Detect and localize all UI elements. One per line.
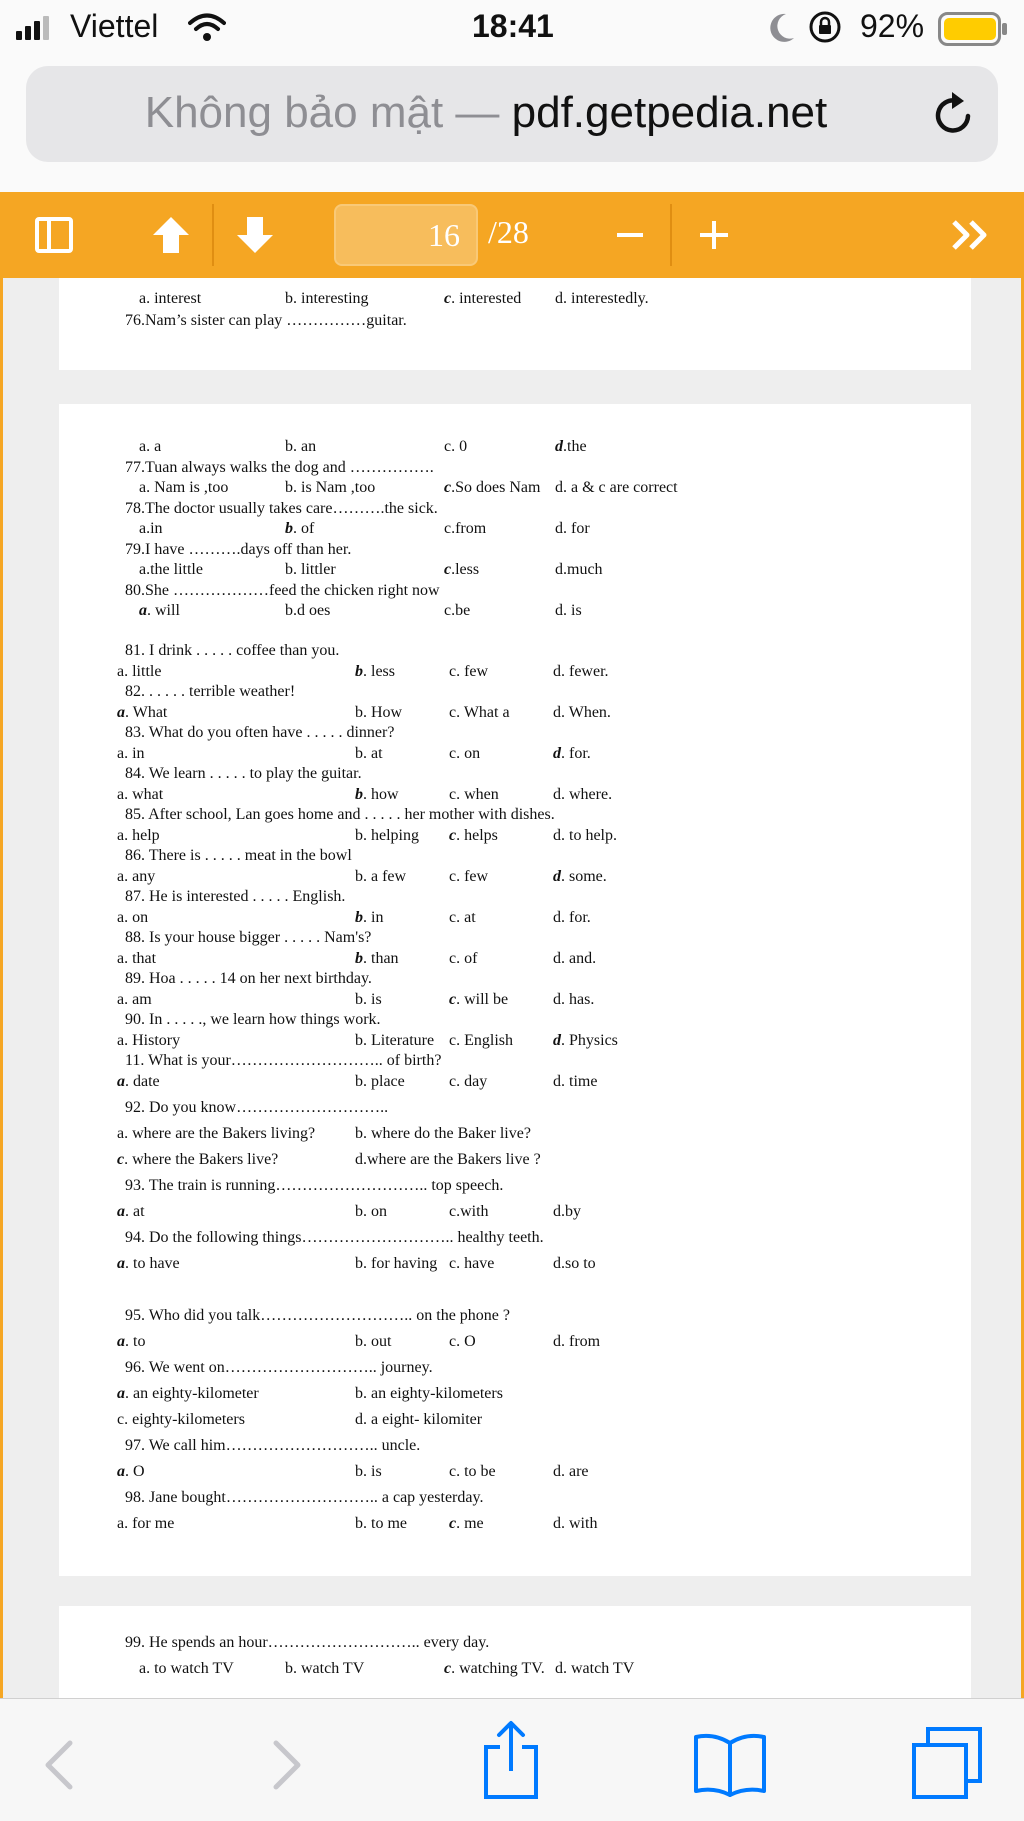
question-line: [59, 1052, 971, 1074]
forward-icon[interactable]: [270, 1739, 304, 1791]
browser-bottom-bar: [0, 1698, 1024, 1821]
previous-page-button[interactable]: [142, 192, 200, 278]
pdf-document-area[interactable]: [0, 278, 1024, 1698]
answer-options: [59, 520, 971, 542]
question-text: 79.I have ……….days off than her.: [125, 540, 352, 558]
question-line: [59, 683, 971, 705]
answer-options: [59, 950, 971, 972]
answer-option: c. where the Bakers live?: [117, 1150, 279, 1168]
answer-option: d. for.: [553, 744, 591, 762]
answer-option: c. on: [449, 744, 481, 762]
question-line: [59, 1099, 971, 1121]
answer-options: [59, 1073, 971, 1095]
question-text: 81. I drink . . . . . coffee than you.: [125, 642, 340, 659]
question-line: [59, 1437, 971, 1459]
answer-option: c. few: [449, 662, 489, 680]
question-text: 80.She ………………feed the chicken right now: [125, 581, 440, 599]
question-text: 92. Do you know………………………..: [125, 1098, 389, 1116]
question-text: 83. What do you often have . . . . . dinner?: [125, 724, 395, 741]
answer-option: c. to be: [449, 1462, 496, 1480]
answer-options: [59, 1515, 971, 1537]
answer-option: b. on: [355, 1202, 387, 1220]
answer-option: d.much: [555, 561, 603, 578]
question-text: 78.The doctor usually takes care……….the sick.: [125, 499, 438, 517]
next-page-button[interactable]: [226, 192, 284, 278]
question-text: 93. The train is running……………………….. top speech.: [125, 1176, 504, 1194]
double-chevron-right-icon: [950, 218, 992, 252]
answer-option: a. O: [117, 1462, 145, 1480]
answer-options: [59, 1203, 971, 1225]
question-line: [59, 847, 971, 869]
answer-option: c. O: [449, 1332, 476, 1350]
answer-option: c. day: [449, 1072, 488, 1090]
answer-option: c. What a: [449, 703, 510, 721]
answer-option: b. in: [355, 908, 384, 926]
answer-option: b. for having: [355, 1254, 438, 1272]
answer-option: a. for me: [117, 1514, 175, 1532]
answer-option: a. what: [117, 785, 164, 803]
url-bar[interactable]: [26, 66, 998, 162]
question-line: [59, 970, 971, 992]
plus-icon: [698, 219, 730, 251]
zoom-in-button[interactable]: [694, 192, 734, 278]
answer-option: c.from: [444, 520, 487, 537]
answer-option: b. watch TV: [285, 1660, 365, 1677]
question-line: [59, 724, 971, 746]
question-text: 95. Who did you talk……………………….. on the phone ?: [125, 1306, 510, 1324]
answer-option: c. few: [449, 867, 489, 885]
question-line: [59, 888, 971, 910]
answer-option: d.the: [555, 438, 587, 455]
signal-icon: [16, 16, 52, 40]
question-line: [59, 806, 971, 828]
question-text: 89. Hoa . . . . . 14 on her next birthday.: [125, 970, 372, 987]
answer-option: a. to watch TV: [139, 1660, 234, 1677]
question-line: [59, 765, 971, 787]
bookmarks-icon[interactable]: [692, 1733, 768, 1797]
question-text: 99. He spends an hour……………………….. every day.: [125, 1634, 490, 1651]
question-line: [59, 500, 971, 522]
question-text: 98. Jane bought……………………….. a cap yesterday.: [125, 1488, 484, 1506]
question-text: 82. . . . . . terrible weather!: [125, 683, 296, 700]
answer-option: b. Literature: [355, 1031, 435, 1049]
page-number-input[interactable]: [336, 206, 476, 264]
answer-option: c. English: [449, 1031, 513, 1049]
answer-option: b. out: [355, 1332, 392, 1350]
answer-option: d. to help.: [553, 826, 617, 844]
answer-options: [59, 909, 971, 931]
answer-options: [59, 827, 971, 849]
answer-option: b. is: [355, 1462, 382, 1480]
clock: 18:41: [472, 8, 554, 44]
question-text: 96. We went on……………………….. journey.: [125, 1358, 433, 1376]
answer-option: a. on: [117, 908, 149, 926]
question-line: [59, 1359, 971, 1381]
reload-icon[interactable]: [930, 90, 978, 140]
question-text: 94. Do the following things……………………….. healthy teeth.: [125, 1228, 544, 1246]
answer-options: [59, 1660, 971, 1682]
zoom-out-button[interactable]: [610, 192, 650, 278]
answer-option: b. How: [355, 703, 403, 721]
minus-icon: [615, 220, 645, 250]
answer-options: [59, 1333, 971, 1355]
answer-option: d. for: [555, 520, 590, 537]
battery-icon: [938, 12, 1008, 46]
carrier-name: Viettel: [70, 8, 159, 44]
question-text: 76.Nam’s sister can play ……………guitar.: [125, 312, 407, 329]
answer-options: [59, 786, 971, 808]
answer-option: d.by: [553, 1202, 581, 1220]
answer-option: b.d oes: [285, 602, 331, 619]
answer-options: [59, 663, 971, 685]
pdf-page: [59, 1606, 971, 1698]
answer-option: d. Physics: [553, 1031, 618, 1049]
question-line: [59, 1634, 971, 1656]
question-line: [59, 1177, 971, 1199]
answer-option: c. when: [449, 785, 499, 803]
question-text: 88. Is your house bigger . . . . . Nam's?: [125, 929, 372, 946]
back-icon[interactable]: [42, 1739, 76, 1791]
answer-option: c. me: [449, 1514, 484, 1532]
answer-option: a. interest: [139, 290, 202, 307]
answer-option: d. When.: [553, 703, 611, 721]
page-number-box[interactable]: [334, 204, 478, 266]
question-line: [59, 459, 971, 481]
answer-option: c. have: [449, 1254, 495, 1272]
question-text: 77.Tuan always walks the dog and …………….: [125, 458, 434, 476]
answer-option: a. am: [117, 990, 152, 1008]
answer-option: d. fewer.: [553, 662, 609, 680]
question-text: 85. After school, Lan goes home and . . . . . her mother with dishes.: [125, 806, 555, 823]
url-host: pdf.getpedia.net: [511, 88, 828, 137]
answer-option: a. to have: [117, 1254, 180, 1272]
answer-options: [59, 438, 971, 460]
answer-option: c. of: [449, 949, 478, 967]
answer-option: b. helping: [355, 826, 419, 844]
sidebar-icon: [35, 216, 73, 254]
answer-option: d. for.: [553, 908, 591, 926]
page-total: /28: [488, 214, 529, 250]
question-text: 97. We call him……………………….. uncle.: [125, 1436, 421, 1454]
answer-options: [59, 561, 971, 583]
answer-option: a. to: [117, 1332, 146, 1350]
answer-option: a. an eighty-kilometer: [117, 1384, 259, 1402]
pdf-page: [59, 404, 971, 1576]
answer-option: d. watch TV: [555, 1660, 635, 1677]
pdf-toolbar: [0, 192, 1024, 278]
answer-option: b. of: [285, 520, 315, 537]
answer-option: a. What: [117, 703, 168, 721]
share-icon[interactable]: [480, 1719, 542, 1801]
question-text: 86. There is . . . . . meat in the bowl: [125, 847, 352, 864]
answer-option: a. help: [117, 826, 160, 844]
answer-option: b. to me: [355, 1514, 407, 1532]
question-line: [59, 1489, 971, 1511]
answer-option: a. History: [117, 1031, 181, 1049]
toolbar-separator: [212, 204, 214, 266]
answer-option: d. some.: [553, 867, 607, 885]
answer-options: [59, 1385, 971, 1407]
wifi-icon: [188, 12, 226, 42]
answer-option: c.with: [449, 1202, 489, 1220]
answer-option: b. an eighty-kilometers: [355, 1384, 503, 1402]
answer-options: [59, 1125, 971, 1147]
answer-options: [59, 745, 971, 767]
question-text: 90. In . . . . ., we learn how things work.: [125, 1011, 381, 1028]
answer-option: a. in: [117, 744, 145, 762]
answer-option: a. that: [117, 949, 157, 967]
answer-option: a. date: [117, 1072, 160, 1090]
answer-options: [59, 1411, 971, 1433]
answer-options: [59, 1463, 971, 1485]
rotation-lock-icon: [808, 10, 842, 44]
answer-options: [59, 991, 971, 1013]
question-text: 84. We learn . . . . . to play the guitar.: [125, 765, 362, 782]
answer-option: c. will be: [449, 990, 509, 1008]
question-line: [59, 929, 971, 951]
answer-option: a. at: [117, 1202, 145, 1220]
answer-option: c.So does Nam: [444, 479, 541, 496]
answer-option: b. a few: [355, 867, 407, 885]
answer-option: b. than: [355, 949, 399, 967]
answer-option: c. watching TV.: [444, 1660, 545, 1677]
more-tools-button[interactable]: [946, 192, 996, 278]
answer-option: c. 0: [444, 438, 468, 455]
answer-option: c. interested: [444, 290, 522, 307]
answer-option: d.so to: [553, 1254, 596, 1272]
answer-option: d. and.: [553, 949, 597, 967]
answer-option: b. how: [355, 785, 399, 803]
question-line: [59, 1011, 971, 1033]
answer-options: [59, 1255, 971, 1277]
sidebar-toggle-button[interactable]: [22, 192, 86, 278]
question-line: [59, 312, 971, 334]
answer-option: c. eighty-kilometers: [117, 1410, 245, 1428]
answer-option: d. with: [553, 1514, 598, 1532]
answer-option: a. a: [139, 438, 162, 455]
answer-option: b. place: [355, 1072, 405, 1090]
pdf-page: [59, 278, 971, 370]
moon-icon: [766, 12, 796, 44]
answer-option: d. from: [553, 1332, 601, 1350]
answer-option: a. where are the Bakers living?: [117, 1124, 316, 1142]
answer-options: [59, 1032, 971, 1054]
answer-option: d.where are the Bakers live ?: [355, 1150, 541, 1168]
tabs-icon[interactable]: [910, 1725, 986, 1801]
answer-option: a. Nam is ,too: [139, 479, 229, 496]
arrow-up-icon: [149, 213, 193, 257]
answer-options: [59, 479, 971, 501]
answer-option: a.the little: [139, 561, 203, 578]
answer-options: [59, 704, 971, 726]
answer-option: a. any: [117, 867, 156, 885]
answer-options: [59, 602, 971, 624]
answer-option: c. at: [449, 908, 476, 926]
status-bar: [0, 0, 1024, 56]
answer-option: d. time: [553, 1072, 598, 1090]
answer-option: d. interestedly.: [555, 290, 649, 307]
toolbar-separator: [670, 204, 672, 266]
answer-option: d. a & c are correct: [555, 479, 678, 496]
answer-option: b. interesting: [285, 290, 369, 307]
answer-option: b. where do the Baker live?: [355, 1124, 531, 1142]
answer-option: b. is Nam ,too: [285, 479, 376, 496]
answer-option: d. a eight- kilomiter: [355, 1410, 483, 1428]
answer-option: a. little: [117, 662, 162, 680]
security-label: Không bảo mật —: [144, 88, 500, 137]
battery-percent: 92%: [860, 8, 925, 44]
question-text: 87. He is interested . . . . . English.: [125, 888, 346, 905]
answer-option: c.be: [444, 602, 471, 619]
answer-option: b. littler: [285, 561, 336, 578]
answer-option: d. has.: [553, 990, 595, 1008]
question-line: [59, 1307, 971, 1329]
question-line: [59, 642, 971, 664]
answer-option: b. is: [355, 990, 382, 1008]
answer-option: c. helps: [449, 826, 498, 844]
answer-option: c.less: [444, 561, 480, 578]
answer-option: d. are: [553, 1462, 589, 1480]
answer-option: a. will: [139, 602, 180, 619]
answer-option: d. where.: [553, 785, 613, 803]
question-line: [59, 1229, 971, 1251]
answer-options: [59, 868, 971, 890]
answer-option: d. is: [555, 602, 582, 619]
answer-option: b. at: [355, 744, 383, 762]
answer-option: b. an: [285, 438, 317, 455]
question-line: [59, 541, 971, 563]
question-text: 11. What is your……………………….. of birth?: [125, 1052, 442, 1069]
answer-option: b. less: [355, 662, 395, 680]
question-line: [59, 582, 971, 604]
answer-options: [59, 1151, 971, 1173]
answer-options: [59, 290, 971, 312]
answer-option: a.in: [139, 520, 163, 537]
url-text[interactable]: [26, 88, 946, 138]
arrow-down-icon: [233, 213, 277, 257]
